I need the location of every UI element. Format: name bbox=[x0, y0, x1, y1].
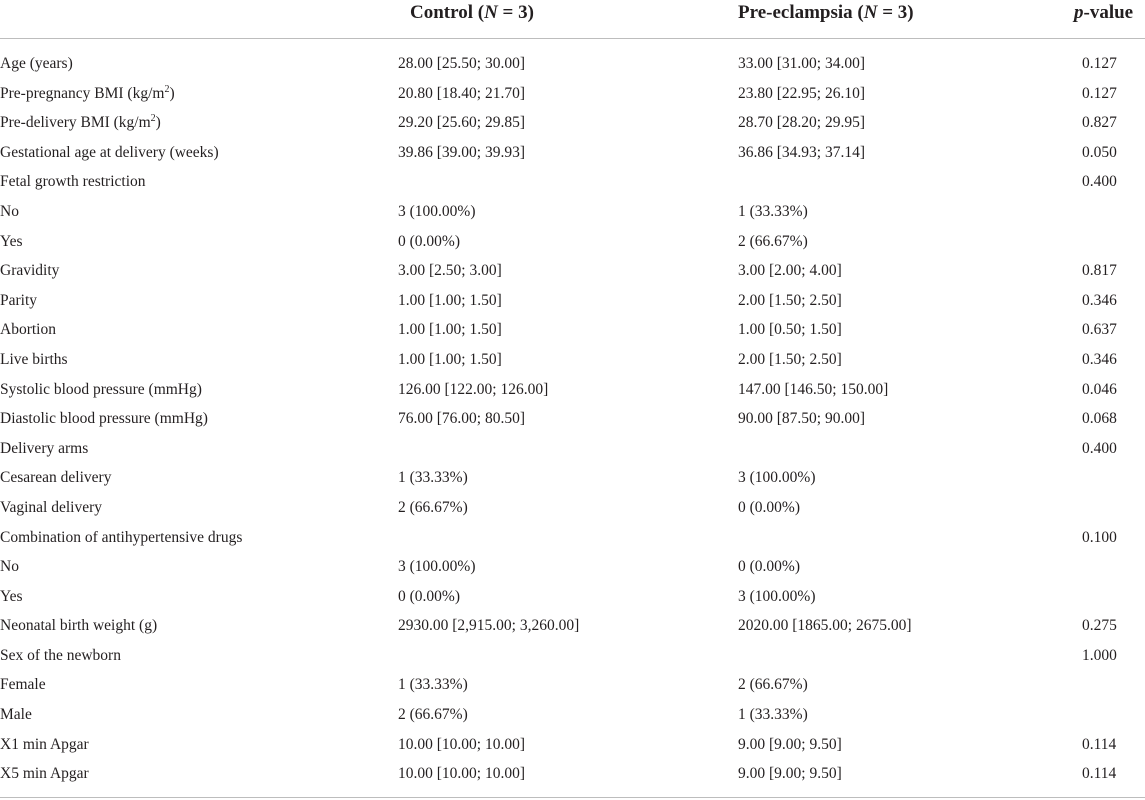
row-label: Abortion bbox=[0, 321, 56, 339]
row-label: Vaginal delivery bbox=[0, 498, 103, 516]
row-label: Pre-delivery BMI $(kg/m^2)$ bbox=[0, 113, 161, 132]
p-value: 0.275 bbox=[1082, 617, 1117, 635]
header-pre-eclampsia: Pre-eclampsia (N = 3) bbox=[738, 2, 914, 23]
row-label: Neonatal birth weight (g) bbox=[0, 617, 158, 635]
p-value: 0.637 bbox=[1082, 321, 1117, 339]
table-row bbox=[0, 552, 1145, 582]
p-value: 0.068 bbox=[1082, 410, 1117, 428]
control-value: 10.00 [10.00; 10.00] bbox=[398, 765, 526, 783]
p-value: 0.400 bbox=[1082, 439, 1117, 457]
control-value: 3.00 [2.50; 3.00] bbox=[398, 262, 502, 280]
row-label: Systolic blood pressure (mmHg) bbox=[0, 380, 202, 398]
p-value: 0.114 bbox=[1082, 765, 1117, 783]
pre-eclampsia-value: 36.86 [34.93; 37.14] bbox=[738, 143, 866, 161]
control-value: 2930.00 [2,915.00; 3,260.00] bbox=[398, 617, 580, 635]
control-value: 0 (0.00%) bbox=[398, 232, 460, 250]
row-label: Fetal growth restriction bbox=[0, 173, 146, 191]
control-value: 2 (66.67%) bbox=[398, 706, 468, 724]
p-value: 0.050 bbox=[1082, 143, 1117, 161]
pre-eclampsia-value: 2 (66.67%) bbox=[738, 232, 808, 250]
table-row bbox=[0, 79, 1145, 109]
p-value: 0.400 bbox=[1082, 173, 1117, 191]
row-label: X1 min Apgar bbox=[0, 735, 89, 753]
header-control: Control (N = 3) bbox=[410, 2, 534, 23]
control-value: 39.86 [39.00; 39.93] bbox=[398, 143, 526, 161]
row-label: Delivery arms bbox=[0, 439, 89, 457]
row-label: Female bbox=[0, 676, 46, 694]
pre-eclampsia-value: 9.00 [9.00; 9.50] bbox=[738, 765, 842, 783]
control-value: 1 (33.33%) bbox=[398, 469, 468, 487]
control-value: 76.00 [76.00; 80.50] bbox=[398, 410, 526, 428]
row-label: Parity bbox=[0, 291, 38, 309]
table-row bbox=[0, 167, 1145, 197]
pre-eclampsia-value: 3 (100.00%) bbox=[738, 469, 816, 487]
row-label: Combination of antihypertensive drugs bbox=[0, 528, 243, 546]
row-label: Gravidity bbox=[0, 262, 60, 280]
row-label: Cesarean delivery bbox=[0, 469, 112, 487]
row-label: Sex of the newborn bbox=[0, 646, 121, 664]
table-row bbox=[0, 759, 1145, 789]
table-row bbox=[0, 227, 1145, 257]
table-row bbox=[0, 582, 1145, 612]
control-value: 0 (0.00%) bbox=[398, 587, 460, 605]
pre-eclampsia-value: 1 (33.33%) bbox=[738, 202, 808, 220]
p-value: 0.346 bbox=[1082, 350, 1117, 368]
p-value: 0.127 bbox=[1082, 55, 1117, 72]
row-label: Pre-pregnancy BMI $(kg/m^2)$ bbox=[0, 83, 175, 102]
table-row bbox=[0, 256, 1145, 286]
table-row bbox=[0, 493, 1145, 523]
table-row bbox=[0, 197, 1145, 227]
table-row bbox=[0, 434, 1145, 464]
table-row bbox=[0, 670, 1145, 700]
pre-eclampsia-value: 23.80 [22.95; 26.10] bbox=[738, 84, 866, 102]
pre-eclampsia-value: 147.00 [146.50; 150.00] bbox=[738, 380, 889, 398]
p-value: 0.827 bbox=[1082, 114, 1117, 132]
table-row bbox=[0, 286, 1145, 316]
bottom-rule bbox=[0, 797, 1145, 798]
table-row bbox=[0, 700, 1145, 730]
pre-eclampsia-value: 3 (100.00%) bbox=[738, 587, 816, 605]
table-row bbox=[0, 404, 1145, 434]
row-label: Yes bbox=[0, 587, 23, 605]
control-value: 126.00 [122.00; 126.00] bbox=[398, 380, 549, 398]
row-label: Gestational age at delivery (weeks) bbox=[0, 143, 219, 161]
pre-eclampsia-value: 28.70 [28.20; 29.95] bbox=[738, 114, 866, 132]
pre-eclampsia-value: 2 (66.67%) bbox=[738, 676, 808, 694]
control-value: 20.80 [18.40; 21.70] bbox=[398, 84, 526, 102]
p-value: 0.346 bbox=[1082, 291, 1117, 309]
header-p-value: p-value bbox=[1074, 2, 1134, 23]
p-value: 0.046 bbox=[1082, 380, 1117, 398]
table-row bbox=[0, 463, 1145, 493]
control-value: 3 (100.00%) bbox=[398, 202, 476, 220]
pre-eclampsia-value: 3.00 [2.00; 4.00] bbox=[738, 262, 842, 280]
table-row bbox=[0, 641, 1145, 671]
table-row bbox=[0, 108, 1145, 138]
control-value: 1.00 [1.00; 1.50] bbox=[398, 291, 502, 309]
row-label: No bbox=[0, 202, 19, 220]
table-body bbox=[0, 39, 1145, 789]
row-label: Yes bbox=[0, 232, 23, 250]
control-value: 2 (66.67%) bbox=[398, 498, 468, 516]
pre-eclampsia-value: 2.00 [1.50; 2.50] bbox=[738, 291, 842, 309]
pre-eclampsia-value: 0 (0.00%) bbox=[738, 498, 800, 516]
table-row bbox=[0, 138, 1145, 168]
pre-eclampsia-value: 1 (33.33%) bbox=[738, 706, 808, 724]
row-label: Male bbox=[0, 706, 32, 724]
table-row bbox=[0, 345, 1145, 375]
table-row bbox=[0, 523, 1145, 553]
control-value: 3 (100.00%) bbox=[398, 558, 476, 576]
control-value: 1.00 [1.00; 1.50] bbox=[398, 350, 502, 368]
pre-eclampsia-value: 9.00 [9.00; 9.50] bbox=[738, 735, 842, 753]
table-row bbox=[0, 49, 1145, 79]
control-value: 1 (33.33%) bbox=[398, 676, 468, 694]
pre-eclampsia-value: 1.00 [0.50; 1.50] bbox=[738, 321, 842, 339]
control-value: 10.00 [10.00; 10.00] bbox=[398, 735, 526, 753]
table-row bbox=[0, 611, 1145, 641]
pre-eclampsia-value: 0 (0.00%) bbox=[738, 558, 800, 576]
p-value: 0.127 bbox=[1082, 84, 1117, 102]
control-value: 29.20 [25.60; 29.85] bbox=[398, 114, 526, 132]
row-label: Live births bbox=[0, 350, 68, 368]
pre-eclampsia-value: 2020.00 [1865.00; 2675.00] bbox=[738, 617, 912, 635]
control-value: 28.00 [25.50; 30.00] bbox=[398, 55, 526, 72]
row-label: Diastolic blood pressure (mmHg) bbox=[0, 410, 208, 428]
p-value: 0.817 bbox=[1082, 262, 1117, 280]
pre-eclampsia-value: 90.00 [87.50; 90.00] bbox=[738, 410, 866, 428]
row-label: No bbox=[0, 558, 19, 576]
p-value: 0.114 bbox=[1082, 735, 1117, 753]
table-row bbox=[0, 315, 1145, 345]
table-header bbox=[0, 0, 1145, 39]
row-label: Age (years) bbox=[0, 55, 73, 72]
row-label: X5 min Apgar bbox=[0, 765, 89, 783]
p-value: 1.000 bbox=[1082, 646, 1117, 664]
pre-eclampsia-value: 33.00 [31.00; 34.00] bbox=[738, 55, 866, 72]
p-value: 0.100 bbox=[1082, 528, 1117, 546]
table-row bbox=[0, 730, 1145, 760]
table-row bbox=[0, 375, 1145, 405]
control-value: 1.00 [1.00; 1.50] bbox=[398, 321, 502, 339]
pre-eclampsia-value: 2.00 [1.50; 2.50] bbox=[738, 350, 842, 368]
